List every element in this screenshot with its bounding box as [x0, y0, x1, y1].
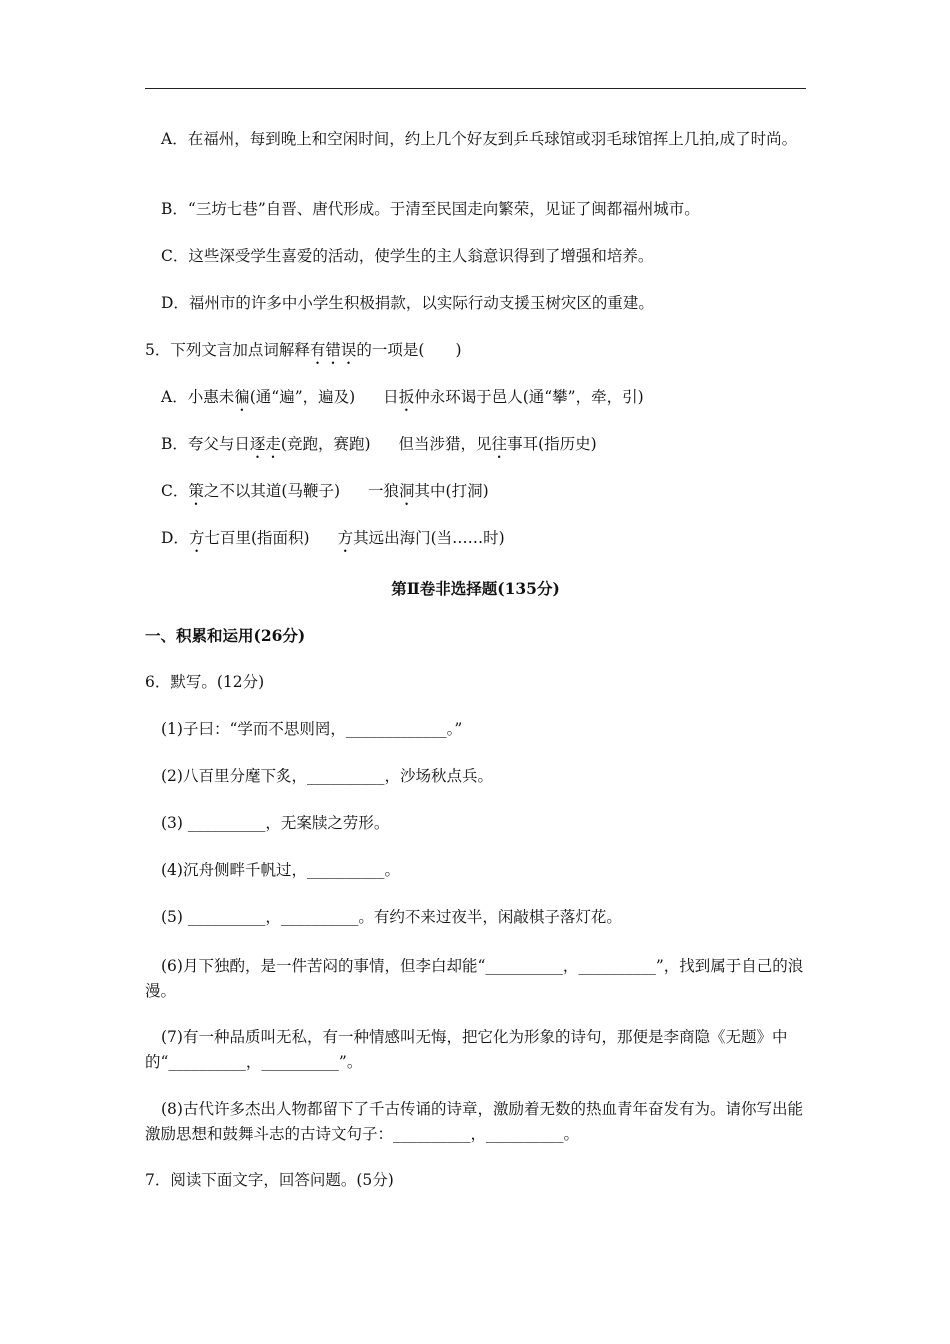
- q6-item-6: (6)月下独酌，是一件苦闷的事情，但李白却能“__________，__________”，找到属于自己的浪漫。: [145, 957, 804, 1000]
- q6-item-7: (7)有一种品质叫无私，有一种情感叫无悔，把它化为形象的诗句，那便是李商隐《无题》中的“__________，__________”。: [145, 1028, 788, 1071]
- q6-item-5: (5) __________，__________。有约不来过夜半，闲敲棋子落灯花。: [161, 908, 622, 926]
- q6-item-1: (1)子曰：“学而不思则罔，_____________。”: [161, 720, 463, 738]
- q4-option-d: D．福州市的许多中小学生积极捐款，以实际行动支援玉树灾区的重建。: [161, 294, 654, 312]
- q4-option-c: C．这些深受学生喜爱的活动，使学生的主人翁意识得到了增强和培养。: [161, 247, 654, 265]
- part1-title: 一、积累和运用(26分): [145, 626, 306, 645]
- q6-item-8: (8)古代许多杰出人物都留下了千古传诵的诗章，激励着无数的热血青年奋发有为。请你写出能激励思想和鼓舞斗志的古诗文句子：__________，__________。: [145, 1100, 803, 1143]
- q4-option-b: B．“三坊七巷”自晋、唐代形成。于清至民国走向繁荣，见证了闽都福州城市。: [161, 200, 700, 218]
- q5-option-d: D．方七百里(指面积) 方其远出海门(当……时): [161, 529, 505, 547]
- q5-option-c: C．策之不以其道(马鞭子) 一狼洞其中(打洞): [161, 482, 489, 500]
- section2-title: 第Ⅱ卷非选择题(135分): [391, 579, 560, 598]
- q7-title: 7．阅读下面文字，回答问题。(5分): [145, 1171, 394, 1189]
- q5-stem: 5．下列文言加点词解释有错误的一项是( ): [145, 341, 462, 359]
- q6-item-2: (2)八百里分麾下炙，__________，沙场秋点兵。: [161, 767, 493, 785]
- q5-option-a: A．小惠未徧(通“遍”，遍及) 日扳仲永环谒于邑人(通“攀”，牵，引): [161, 388, 644, 406]
- q6-item-3: (3) __________，无案牍之劳形。: [161, 814, 390, 832]
- q6-title: 6．默写。(12分): [145, 673, 265, 691]
- header-rule: [145, 88, 806, 89]
- q5-stem-dotted: 有错误: [309, 341, 357, 359]
- q4-option-a: A．在福州，每到晚上和空闲时间，约上几个好友到乒乓球馆或羽毛球馆挥上几拍,成了时尚。: [161, 130, 798, 148]
- q5-option-b: B．夸父与日逐走(竞跑，赛跑) 但当涉猎，见往事耳(指历史): [161, 435, 597, 453]
- q6-item-4: (4)沉舟侧畔千帆过，__________。: [161, 861, 400, 879]
